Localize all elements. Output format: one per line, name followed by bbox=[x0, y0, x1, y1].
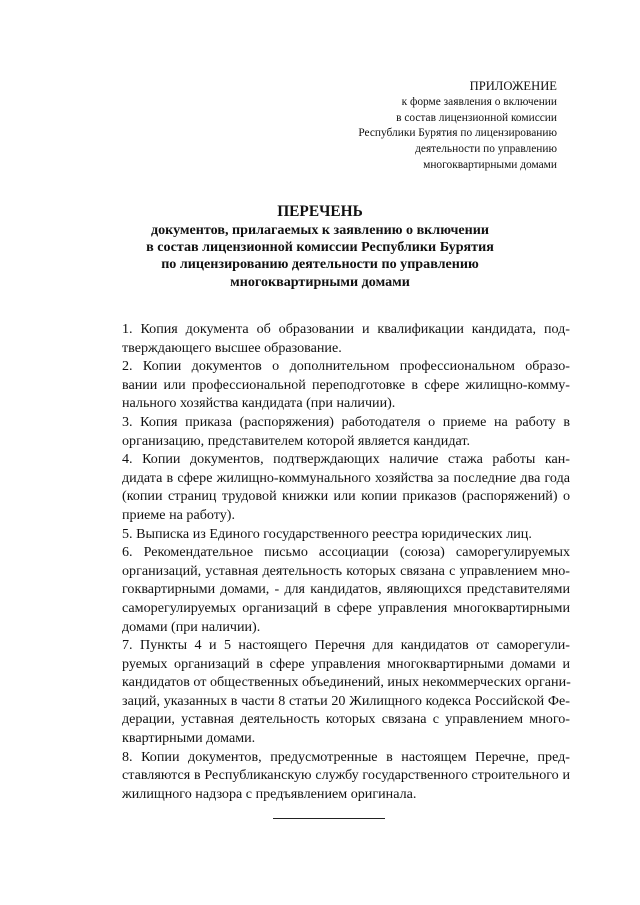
list-item bbox=[84, 636, 570, 748]
list-item bbox=[84, 748, 570, 804]
list-item-line: 5. Выписка из Единого государственного реестра юридических лиц. bbox=[122, 525, 532, 542]
list-item-line: жилищного надзора с предъявлением оригинала. bbox=[122, 785, 417, 802]
list-item-line: квартирными домами. bbox=[122, 730, 256, 747]
list-item-line: 8. Копии документов, предусмотренные в настоящем Перечне, пред- bbox=[122, 748, 570, 765]
list-item bbox=[84, 543, 570, 636]
appendix-line: многоквартирными домами bbox=[423, 158, 557, 171]
appendix-line: в состав лицензионной комиссии bbox=[396, 111, 557, 124]
appendix-line: деятельности по управлению bbox=[415, 143, 557, 156]
appendix-line: к форме заявления о включении bbox=[401, 96, 557, 108]
closing-rule bbox=[273, 818, 385, 819]
list-item-line: приеме на работу). bbox=[122, 506, 235, 523]
title-heading: ПЕРЕЧЕНЬ bbox=[277, 203, 363, 220]
list-item-line: дидата в сфере жилищно-коммунального хозяйства за последние два года bbox=[122, 469, 570, 486]
title-line: многоквартирными домами bbox=[230, 273, 410, 290]
list-item bbox=[84, 320, 570, 357]
appendix-block bbox=[358, 78, 557, 174]
title-line: по лицензированию деятельности по управлению bbox=[161, 256, 479, 273]
list-item-line: заций, указанных в части 8 статьи 20 Жилищного кодекса Российской Фе- bbox=[122, 692, 570, 709]
list-item-line: (копии страниц трудовой книжки или копии приказов (распоряжений) о bbox=[122, 488, 570, 505]
list-item-line: 6. Рекомендательное письмо ассоциации (союза) саморегулируемых bbox=[122, 544, 570, 561]
list-item bbox=[84, 357, 570, 413]
list-item-line: нального хозяйства кандидата (при наличии). bbox=[122, 395, 396, 412]
list-item-line: ставляются в Республиканскую службу государственного строительного и bbox=[122, 767, 570, 784]
title-line: в состав лицензионной комиссии Республики Бурятия bbox=[146, 239, 494, 256]
list-item-line: 7. Пункты 4 и 5 настоящего Перечня для кандидатов от саморегули- bbox=[122, 637, 570, 654]
list-item-line: кандидатов от общественных объединений, иных некоммерческих органи- bbox=[122, 674, 571, 691]
list-item-line: тверждающего высшее образование. bbox=[122, 339, 342, 356]
list-item-line: 4. Копии документов, подтверждающих наличие стажа работы кан- bbox=[122, 451, 570, 468]
list-item-line: домами (при наличии). bbox=[122, 618, 261, 635]
list-item-line: 3. Копия приказа (распоряжения) работодателя о приеме на работу в bbox=[122, 413, 570, 430]
list-item-line: дерации, уставная деятельность которых связана с управлением много- bbox=[122, 711, 570, 728]
appendix-heading: ПРИЛОЖЕНИЕ bbox=[469, 79, 557, 93]
title-line: документов, прилагаемых к заявлению о включении bbox=[150, 222, 490, 238]
list-item bbox=[84, 525, 570, 544]
appendix-line: Республики Бурятия по лицензированию bbox=[358, 127, 557, 140]
list-item-line: саморегулируемых организаций в сфере управления многоквартирными bbox=[122, 599, 570, 616]
list-item bbox=[84, 450, 570, 524]
list-item-line: гоквартирными домами, - для кандидатов, являющихся представителями bbox=[122, 581, 570, 598]
list-item-line: 1. Копия документа об образовании и квалификации кандидата, под- bbox=[122, 321, 570, 337]
list-item-line: организаций, уставная деятельность которых связана с управлением мно- bbox=[122, 562, 570, 579]
list-item-line: руемых организаций в сфере управления многоквартирными домами и bbox=[122, 655, 570, 672]
document-title bbox=[0, 202, 640, 291]
document-body bbox=[84, 320, 570, 803]
list-item bbox=[84, 413, 570, 450]
list-item-line: 2. Копии документов о дополнительном профессиональном образо- bbox=[122, 358, 570, 375]
list-item-line: организацию, представителем которой является кандидат. bbox=[122, 432, 471, 449]
list-item-line: вании или профессиональной переподготовке в сфере жилищно-комму- bbox=[122, 376, 570, 393]
